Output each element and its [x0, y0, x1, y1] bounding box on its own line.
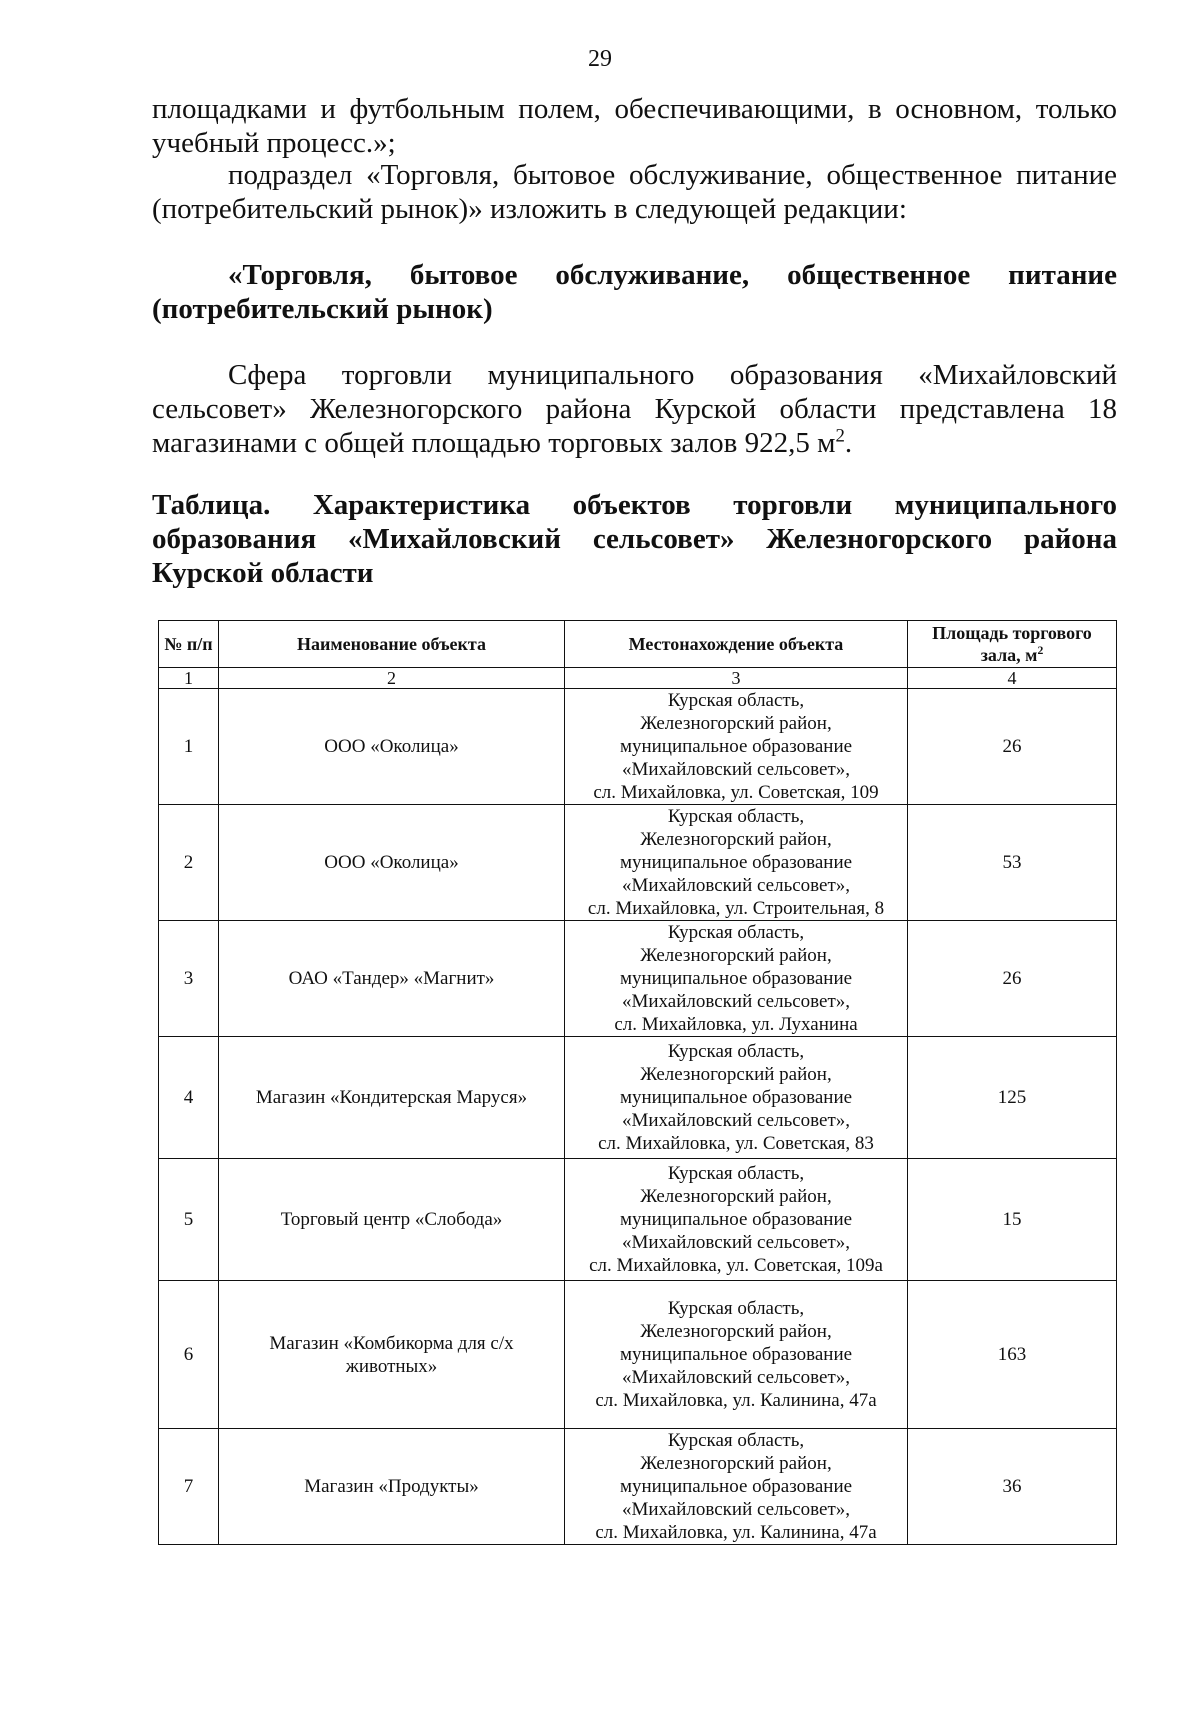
table-row — [159, 1037, 1117, 1159]
paragraph-subsection-instruction: подраздел «Торговля, бытовое обслуживание, общественное питание (потребительский рынок)» изложить в следующей редакции: — [152, 159, 1117, 225]
address-line: сл. Михайловка, ул. Строительная, 8 — [587, 898, 885, 919]
address-line: «Михайловский сельсовет», — [621, 1232, 851, 1253]
object-address — [565, 1037, 908, 1159]
column-number: 2 — [219, 668, 565, 689]
table-row — [159, 921, 1117, 1037]
object-area: 26 — [908, 921, 1117, 1037]
column-number-row — [159, 668, 1117, 689]
address-line: Курская область, — [667, 1163, 805, 1184]
address-line: «Михайловский сельсовет», — [621, 991, 851, 1012]
header-area — [908, 621, 1117, 668]
address-line: «Михайловский сельсовет», — [621, 1499, 851, 1520]
row-number: 6 — [159, 1281, 219, 1429]
header-area-sup: 2 — [1037, 644, 1044, 657]
table-row — [159, 805, 1117, 921]
object-area: 125 — [908, 1037, 1117, 1159]
object-area: 163 — [908, 1281, 1117, 1429]
address-line: «Михайловский сельсовет», — [621, 875, 851, 896]
square-superscript: 2 — [835, 425, 845, 447]
address-line: Курская область, — [667, 1298, 805, 1319]
address-line: сл. Михайловка, ул. Советская, 109 — [593, 782, 879, 803]
address-line: муниципальное образование — [619, 736, 853, 757]
column-number: 3 — [565, 668, 908, 689]
object-name: Магазин «Комбикорма для с/х животных» — [219, 1281, 565, 1429]
column-number: 1 — [159, 668, 219, 689]
table-row — [159, 689, 1117, 805]
object-name: ООО «Околица» — [219, 689, 565, 805]
object-address — [565, 1159, 908, 1281]
object-name: Магазин «Кондитерская Маруся» — [219, 1037, 565, 1159]
address-line: муниципальное образование — [619, 1087, 853, 1108]
header-location: Местонахождение объекта — [565, 621, 908, 668]
table-row — [159, 1159, 1117, 1281]
header-area-text: Площадь торгового зала, м — [932, 623, 1092, 665]
object-area: 53 — [908, 805, 1117, 921]
address-line: муниципальное образование — [619, 1209, 853, 1230]
object-area: 36 — [908, 1429, 1117, 1545]
address-line: муниципальное образование — [619, 852, 853, 873]
row-number: 4 — [159, 1037, 219, 1159]
address-line: муниципальное образование — [619, 968, 853, 989]
address-line: Железногорский район, — [640, 1453, 832, 1474]
object-address — [565, 805, 908, 921]
object-address — [565, 921, 908, 1037]
address-line: муниципальное образование — [619, 1476, 853, 1497]
row-number: 1 — [159, 689, 219, 805]
address-line: Курская область, — [667, 922, 805, 943]
address-line: Курская область, — [667, 1430, 805, 1451]
table-header-row — [159, 621, 1117, 668]
object-name: Торговый центр «Слобода» — [219, 1159, 565, 1281]
header-num: № п/п — [159, 621, 219, 668]
paragraph-continuation: площадками и футбольным полем, обеспечивающими, в основном, только учебный процесс.»; — [152, 93, 1117, 159]
object-address — [565, 1429, 908, 1545]
row-number: 5 — [159, 1159, 219, 1281]
address-line: сл. Михайловка, ул. Калинина, 47а — [595, 1390, 877, 1411]
trade-summary-end: . — [844, 427, 853, 459]
address-line: «Михайловский сельсовет», — [621, 1110, 851, 1131]
address-line: Курская область, — [667, 1041, 805, 1062]
address-line: Железногорский район, — [640, 1064, 832, 1085]
address-line: Железногорский район, — [640, 1186, 832, 1207]
object-area: 15 — [908, 1159, 1117, 1281]
address-line: сл. Михайловка, ул. Советская, 109а — [589, 1255, 883, 1276]
address-line: сл. Михайловка, ул. Калинина, 47а — [595, 1522, 877, 1543]
address-line: сл. Михайловка, ул. Луханина — [614, 1014, 858, 1035]
address-line: Железногорский район, — [640, 713, 832, 734]
row-number: 3 — [159, 921, 219, 1037]
object-name: ООО «Околица» — [219, 805, 565, 921]
object-name: Магазин «Продукты» — [219, 1429, 565, 1545]
object-area: 26 — [908, 689, 1117, 805]
address-line: «Михайловский сельсовет», — [621, 759, 851, 780]
object-name: ОАО «Тандер» «Магнит» — [219, 921, 565, 1037]
object-address — [565, 1281, 908, 1429]
column-number: 4 — [908, 668, 1117, 689]
address-line: муниципальное образование — [619, 1344, 853, 1365]
address-line: Железногорский район, — [640, 829, 832, 850]
address-line: Железногорский район, — [640, 1321, 832, 1342]
address-line: Курская область, — [667, 690, 805, 711]
object-address — [565, 689, 908, 805]
row-number: 2 — [159, 805, 219, 921]
section-heading: «Торговля, бытовое обслуживание, общественное питание (потребительский рынок) — [152, 259, 1117, 325]
address-line: Курская область, — [667, 806, 805, 827]
trade-summary-text: Сфера торговли муниципального образования «Михайловский сельсовет» Железногорского района Курской области представлена 18 магазинами с общей площадью торговых залов 922,5 м — [152, 359, 1117, 459]
row-number: 7 — [159, 1429, 219, 1545]
table-caption: Таблица. Характеристика объектов торговли муниципального образования «Михайловский сельсовет» Железногорского района Курской области — [152, 489, 1117, 589]
trade-objects-table — [158, 620, 1117, 1545]
table-row — [159, 1429, 1117, 1545]
paragraph-trade-summary — [152, 358, 1117, 460]
address-line: «Михайловский сельсовет», — [621, 1367, 851, 1388]
trade-objects-table-wrapper — [158, 620, 1116, 1545]
page-number: 29 — [588, 46, 612, 72]
header-name: Наименование объекта — [219, 621, 565, 668]
address-line: сл. Михайловка, ул. Советская, 83 — [598, 1133, 874, 1154]
address-line: Железногорский район, — [640, 945, 832, 966]
table-row — [159, 1281, 1117, 1429]
